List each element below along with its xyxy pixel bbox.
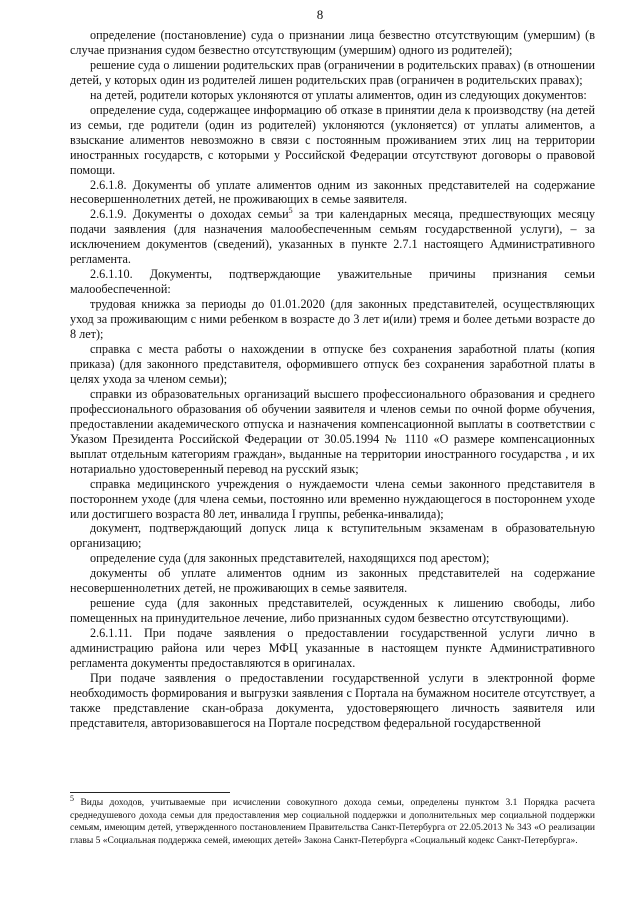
footnote-separator bbox=[70, 792, 230, 793]
paragraph: 2.6.1.10. Документы, подтверждающие уважительные причины признания семьи малообеспеченной: bbox=[70, 267, 595, 297]
paragraph: определение (постановление) суда о признании лица безвестно отсутствующим (умершим) (в случае признания судом безвестно отсутствующим (умершим) одного из родителей); bbox=[70, 28, 595, 57]
paragraph-text: за три календарных месяца, предшествующих месяцу подачи заявления (для назначения малообеспеченным семьям государственной услуги), – за исключением документов (сведений), указанных в пункте 2.7.1 настоящего Административного регламента. bbox=[70, 207, 595, 267]
paragraph: решение суда (для законных представителей, осужденных к лишению свободы, либо помещенных на принудительное лечение, либо признанных судом безвестно отсутствующими). bbox=[70, 596, 595, 626]
paragraph: документы об уплате алиментов одним из законных представителей на содержание несовершеннолетних детей, не проживающих в семье заявителя. bbox=[70, 566, 595, 596]
paragraph: на детей, родители которых уклоняются от уплаты алиментов, один из следующих документов: bbox=[90, 87, 587, 102]
document-body bbox=[70, 28, 595, 731]
paragraph: определение суда, содержащее информацию об отказе в принятии дела к производству (на детей из семьи, где родители (один из родителей) уклоняются (уклоняется) от уплаты алиментов, а взыскание алиментов невозможно в связи с постоянным проживанием этих лиц на территории иностранных государств, с которыми у Российской Федерации отсутствуют договоры о правовой помощи. bbox=[70, 102, 595, 177]
paragraph: документ, подтверждающий допуск лица к вступительным экзаменам в образовательную организацию; bbox=[70, 521, 595, 551]
paragraph: определение суда (для законных представителей, находящихся под арестом); bbox=[90, 551, 490, 566]
footnote bbox=[70, 793, 595, 847]
paragraph-incomes bbox=[70, 207, 595, 267]
paragraph: 2.6.1.11. При подаче заявления о предоставлении государственной услуги лично в администрацию района или через МФЦ указанные в настоящем пункте Административного регламента документы предоставляются в оригиналах. bbox=[70, 626, 595, 671]
footnote-reference: 5 bbox=[288, 206, 293, 216]
footnote-body: Виды доходов, учитываемые при исчислении совокупного дохода семьи, определены пунктом 3.1 Порядка расчета среднедушевого дохода семьи для предоставления мер социальной поддержки и дополнительных мер социальной поддержки семьям, имеющим детей, утвержденного постановлением Правительства Санкт-Петербурга от 22.05.2013 № 343 «О реализации главы 5 «Социальная поддержка семей, имеющих детей» Закона Санкт-Петербурга «Социальный кодекс Санкт-Петербурга». bbox=[70, 798, 595, 846]
paragraph: трудовая книжка за периоды до 01.01.2020 (для законных представителей, осуществляющих уход за проживающим с ними ребенком в возрасте до 3 лет и(или) тремя и более детьми возрасте до 8 лет); bbox=[70, 297, 595, 342]
paragraph-text: 2.6.1.9. Документы о доходах семьи bbox=[90, 207, 289, 222]
page-number: 8 bbox=[316, 7, 324, 22]
paragraph: При подаче заявления о предоставлении государственной услуги в электронной форме необходимость формирования и выгрузки заявления с Портала на бумажном носителе отсутствует, а также представление скан-образа документа, удостоверяющего личность заявителя или представителя, авторизовавшегося на Портале посредством федеральной государственной bbox=[70, 670, 595, 730]
footnote-mark: 5 bbox=[70, 793, 74, 803]
paragraph: справки из образовательных организаций высшего профессионального образования и среднего профессионального образования об обучении заявителя и членов семьи по очной форме обучения, предоставлении академического отпуска и назначения компенсационной выплаты в соответствии с Указом Президента Российской Федерации от 30.05.1994 № 1110 «О размере компенсационных выплат отдельным категориям граждан», выданные на территории иностранного государства , и их нотариально удостоверенный перевод на русский язык; bbox=[70, 386, 595, 476]
paragraph: справка медицинского учреждения о нуждаемости члена семьи законного представителя в постороннем уходе (для члена семьи, постоянно или временно нуждающегося в постороннем уходе или достигшего возраста 80 лет, инвалида I группы, ребенка-инвалида); bbox=[70, 476, 595, 521]
paragraph: 2.6.1.8. Документы об уплате алиментов одним из законных представителей на содержание несовершеннолетних детей, не проживающих в семье заявителя. bbox=[70, 177, 595, 207]
paragraph: справка с места работы о нахождении в отпуске без сохранения заработной платы (копия приказа) (для законного представителя, оформившего отпуск без сохранения заработной платы в целях ухода за членом семьи); bbox=[70, 342, 595, 386]
paragraph: решение суда о лишении родительских прав (ограничении в родительских правах) (в отношении детей, у которых один из родителей лишен родительских прав (ограничен в родительских правах); bbox=[70, 57, 595, 87]
footnote-text bbox=[70, 793, 595, 847]
